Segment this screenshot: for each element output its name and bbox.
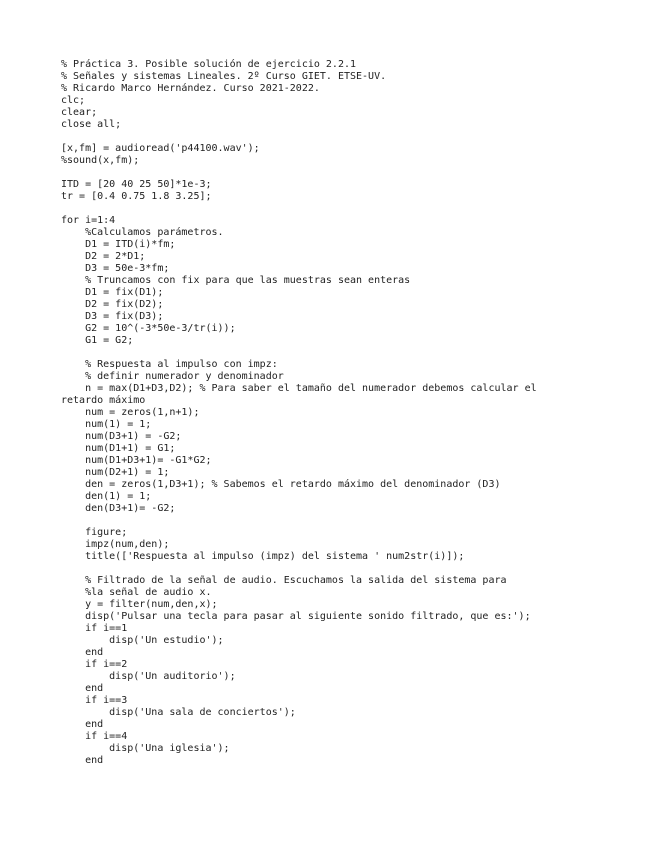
code-line: % Filtrado de la señal de audio. Escuchamos la salida del sistema para xyxy=(61,575,507,586)
code-line: disp('Un auditorio'); xyxy=(61,671,236,682)
code-line: disp('Un estudio'); xyxy=(61,635,224,646)
code-line xyxy=(61,347,641,359)
code-line: if i==3 xyxy=(61,695,128,706)
code-line: %la señal de audio x. xyxy=(61,587,212,598)
code-line: % Señales y sistemas Lineales. 2º Curso GIET. ETSE-UV. xyxy=(61,71,387,82)
code-line: end xyxy=(61,719,104,730)
code-line: %Calculamos parámetros. xyxy=(61,227,224,238)
code-line: [x,fm] = audioread('p44100.wav'); xyxy=(61,143,260,154)
code-line: impz(num,den); xyxy=(61,539,170,550)
code-line xyxy=(61,515,641,527)
code-line: end xyxy=(61,683,104,694)
code-line: D1 = fix(D1); xyxy=(61,287,164,298)
code-line: num(1) = 1; xyxy=(61,419,152,430)
code-line: title(['Respuesta al impulso (impz) del sistema ' num2str(i)]); xyxy=(61,551,465,562)
code-line: disp('Una iglesia'); xyxy=(61,743,230,754)
code-line: tr = [0.4 0.75 1.8 3.25]; xyxy=(61,191,212,202)
code-line: disp('Una sala de conciertos'); xyxy=(61,707,296,718)
code-line: retardo máximo xyxy=(61,395,146,406)
code-line: clc; xyxy=(61,95,86,106)
code-line: % Práctica 3. Posible solución de ejercicio 2.2.1 xyxy=(61,59,357,70)
code-line xyxy=(61,167,641,179)
code-line: clear; xyxy=(61,107,98,118)
code-line: if i==1 xyxy=(61,623,128,634)
code-line: if i==2 xyxy=(61,659,128,670)
code-line: % Respuesta al impulso con impz: xyxy=(61,359,278,370)
code-line: den(D3+1)= -G2; xyxy=(61,503,176,514)
code-line: num(D3+1) = -G2; xyxy=(61,431,182,442)
code-line xyxy=(61,563,641,575)
code-line: for i=1:4 xyxy=(61,215,116,226)
code-line: y = filter(num,den,x); xyxy=(61,599,218,610)
matlab-code-listing xyxy=(61,59,641,767)
code-line: disp('Pulsar una tecla para pasar al siguiente sonido filtrado, que es:'); xyxy=(61,611,531,622)
code-line: % Truncamos con fix para que las muestras sean enteras xyxy=(61,275,411,286)
code-line: figure; xyxy=(61,527,128,538)
code-line: num(D1+1) = G1; xyxy=(61,443,176,454)
code-line: % definir numerador y denominador xyxy=(61,371,284,382)
code-line: num(D2+1) = 1; xyxy=(61,467,170,478)
code-line: G1 = G2; xyxy=(61,335,134,346)
code-line: D3 = fix(D3); xyxy=(61,311,164,322)
code-line: % Ricardo Marco Hernández. Curso 2021-2022. xyxy=(61,83,320,94)
code-line: D2 = 2*D1; xyxy=(61,251,146,262)
code-line: D1 = ITD(i)*fm; xyxy=(61,239,176,250)
code-line: num(D1+D3+1)= -G1*G2; xyxy=(61,455,212,466)
code-line: den = zeros(1,D3+1); % Sabemos el retardo máximo del denominador (D3) xyxy=(61,479,501,490)
code-line: G2 = 10^(-3*50e-3/tr(i)); xyxy=(61,323,236,334)
code-line xyxy=(61,131,641,143)
code-line: %sound(x,fm); xyxy=(61,155,140,166)
code-line: end xyxy=(61,647,104,658)
code-line: end xyxy=(61,755,104,766)
code-line: ITD = [20 40 25 50]*1e-3; xyxy=(61,179,212,190)
code-line xyxy=(61,203,641,215)
code-line: D2 = fix(D2); xyxy=(61,299,164,310)
code-line: close all; xyxy=(61,119,122,130)
code-line: if i==4 xyxy=(61,731,128,742)
code-line: D3 = 50e-3*fm; xyxy=(61,263,170,274)
code-line: n = max(D1+D3,D2); % Para saber el tamaño del numerador debemos calcular el xyxy=(61,383,537,394)
code-line: num = zeros(1,n+1); xyxy=(61,407,200,418)
code-line: den(1) = 1; xyxy=(61,491,152,502)
